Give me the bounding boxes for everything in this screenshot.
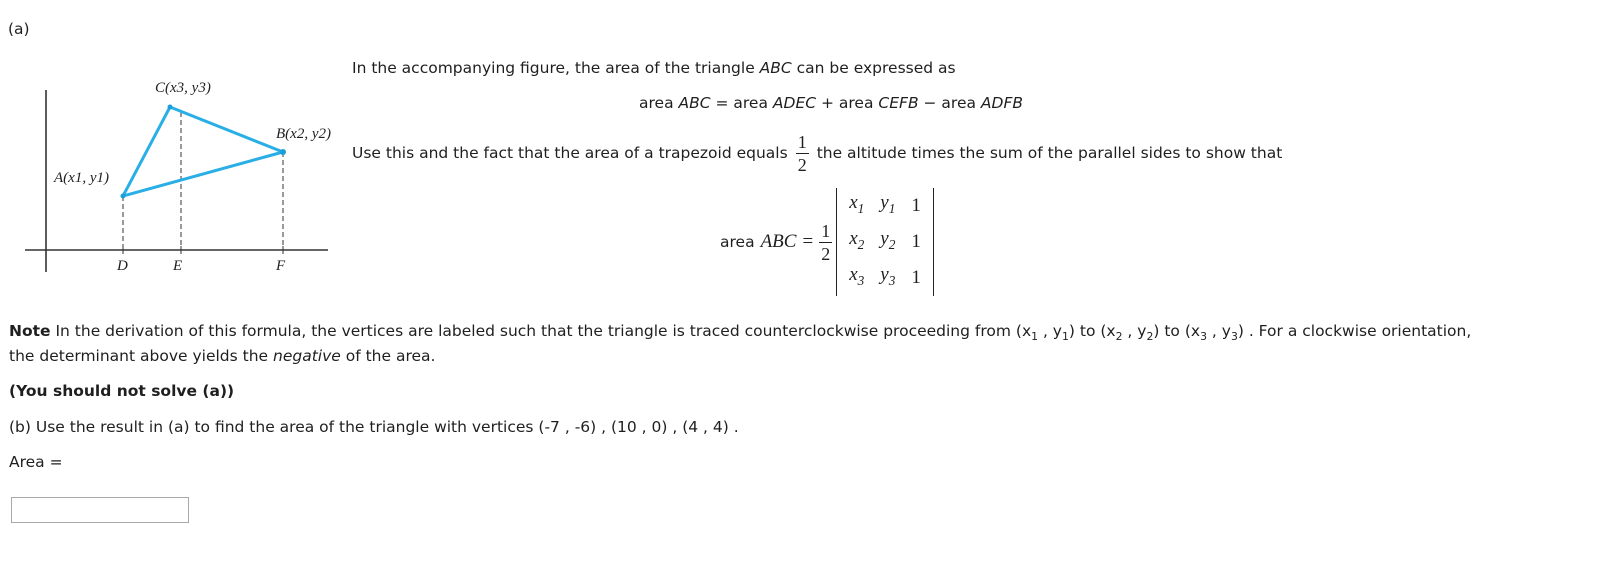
label-a: A(x1, y1) [54,170,109,186]
area-answer-input[interactable] [11,497,189,523]
label-f: F [276,258,286,274]
fraction-half-det: $\frac{1}{2}$ [821,220,831,264]
vertex-b [280,149,286,155]
matrix-row: $x_1$ $y_1$ 1 [849,192,921,217]
area-equation: area ABC = area ADEC + area CEFB − area ADFB [639,94,1024,112]
note-line-1: Note In the derivation of this formula, the vertices are labeled such that the triangle is traced counterclockwise proceeding from ($x_1$ , $y_1$) to ($x_2$ , $y_2$) to ($x_3$ , $y_3$) . For a clockwise orientation, [9,322,1472,344]
fraction-half: $\frac{1}{2}$ [797,131,807,175]
area-label: Area = [9,453,63,471]
vertex-a [121,194,126,199]
part-b-text: (b) Use the result in (a) to find the area of the triangle with vertices (-7 , -6) , (10 , 0) , (4 , 4) . [9,418,739,436]
intro-text: In the accompanying figure, the area of the triangle ABC can be expressed as [352,59,956,77]
label-c: C(x3, y3) [155,80,211,96]
label-d: D [117,258,128,274]
matrix-row: $x_2$ $y_2$ 1 [849,228,921,252]
label-e: E [173,258,183,274]
triangle-abc [123,107,283,196]
trapezoid-text: Use this and the fact that the area of a trapezoid equals $\frac{1}{2}$ the altitude times the sum of the parallel sides to show that [352,131,1283,175]
instruction-text: (You should not solve (a)) [9,382,235,400]
part-a-label: (a) [8,20,30,38]
vertex-c [168,105,173,110]
note-line-2: the determinant above yields the negative of the area. [9,347,436,365]
label-b: B(x2, y2) [276,126,331,142]
matrix-row: $x_3$ $y_3$ 1 [849,263,921,288]
determinant-formula: area ABC = $\frac{1}{2}$ $x_1$ $y_1$ 1 $x_2$ $y_2$ 1 $x_3$ $y_3$ 1 [720,194,934,290]
determinant-matrix [836,188,934,295]
